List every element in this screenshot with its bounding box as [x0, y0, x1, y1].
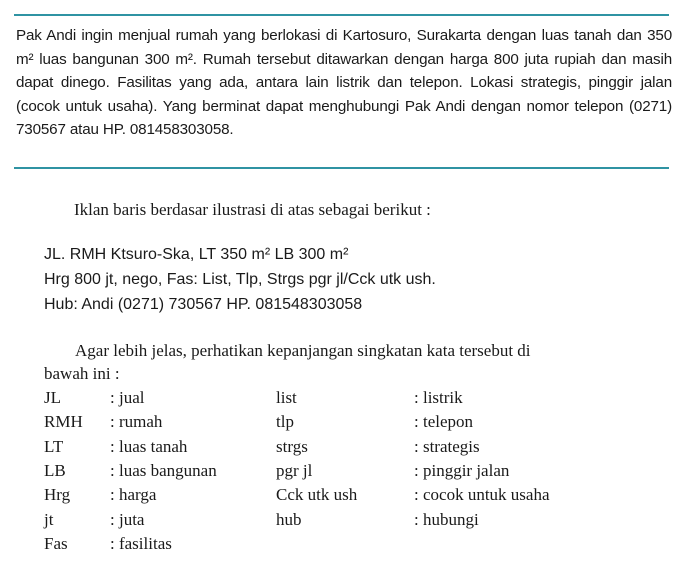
meaning-cell: : fasilitas	[110, 533, 172, 553]
intro-sentence: Iklan baris berdasar ilustrasi di atas sebagai berikut :	[74, 200, 431, 219]
explanation-line: bawah ini :	[44, 363, 120, 383]
table-row	[44, 532, 614, 556]
meaning-cell: : pinggir jalan	[414, 461, 510, 481]
abbr-cell: LB	[44, 461, 66, 481]
meaning-cell: : jual	[110, 388, 145, 408]
abbr-cell: Cck utk ush	[276, 485, 358, 505]
meaning-cell: : cocok untuk usaha	[414, 485, 550, 505]
meaning-cell: : rumah	[110, 412, 163, 432]
top-divider	[14, 14, 669, 16]
meaning-cell: : strategis	[414, 436, 480, 456]
ad-line: Hub: Andi (0271) 730567 HP. 081548303058	[44, 296, 363, 313]
table-row	[44, 410, 614, 434]
abbr-cell: list	[276, 388, 297, 408]
meaning-cell: : juta	[110, 509, 145, 529]
abbr-cell: hub	[276, 509, 302, 529]
ad-line: Hrg 800 jt, nego, Fas: List, Tlp, Strgs pgr jl/Cck utk ush.	[44, 271, 436, 288]
explanation-paragraph	[44, 340, 664, 385]
abbr-cell: jt	[44, 509, 54, 529]
meaning-cell: : luas tanah	[110, 436, 188, 456]
table-row	[44, 507, 614, 531]
abbr-cell: Hrg	[44, 485, 71, 505]
meaning-cell: : telepon	[414, 412, 474, 432]
meaning-cell: : harga	[110, 485, 157, 505]
meaning-cell: : hubungi	[414, 509, 479, 529]
meaning-cell	[414, 532, 614, 556]
abbr-cell: LT	[44, 436, 64, 456]
explanation-line: Agar lebih jelas, perhatikan kepanjangan singkatan kata tersebut di	[75, 341, 531, 360]
abbr-cell: RMH	[44, 412, 83, 432]
meaning-cell: : listrik	[414, 388, 463, 408]
abbr-cell: JL	[44, 388, 61, 408]
classified-ad	[44, 242, 436, 317]
table-row	[44, 459, 614, 483]
abbr-cell	[276, 532, 414, 556]
abbreviation-table	[44, 386, 614, 556]
abbr-cell: strgs	[276, 436, 308, 456]
abbr-cell: tlp	[276, 412, 294, 432]
meaning-cell: : luas bangunan	[110, 461, 217, 481]
table-row	[44, 386, 614, 410]
illustration-paragraph: Pak Andi ingin menjual rumah yang berlokasi di Kartosuro, Surakarta dengan luas tanah dan 350 m² luas bangunan 300 m². Rumah tersebut ditawarkan dengan harga 800 juta rupiah dan masih dapat dinego. Fasilitas yang ada, antara lain listrik dan telepon. Lokasi strategis, pinggir jalan (cocok untuk usaha). Yang berminat dapat menghubungi Pak Andi dengan nomor telepon (0271) 730567 atau HP. 081458303058.	[16, 27, 672, 139]
abbr-cell: Fas	[44, 533, 68, 553]
abbr-cell: pgr jl	[276, 461, 313, 481]
bottom-divider	[14, 167, 669, 169]
ad-line: JL. RMH Ktsuro-Ska, LT 350 m² LB 300 m²	[44, 246, 349, 263]
table-row	[44, 435, 614, 459]
table-row	[44, 483, 614, 507]
